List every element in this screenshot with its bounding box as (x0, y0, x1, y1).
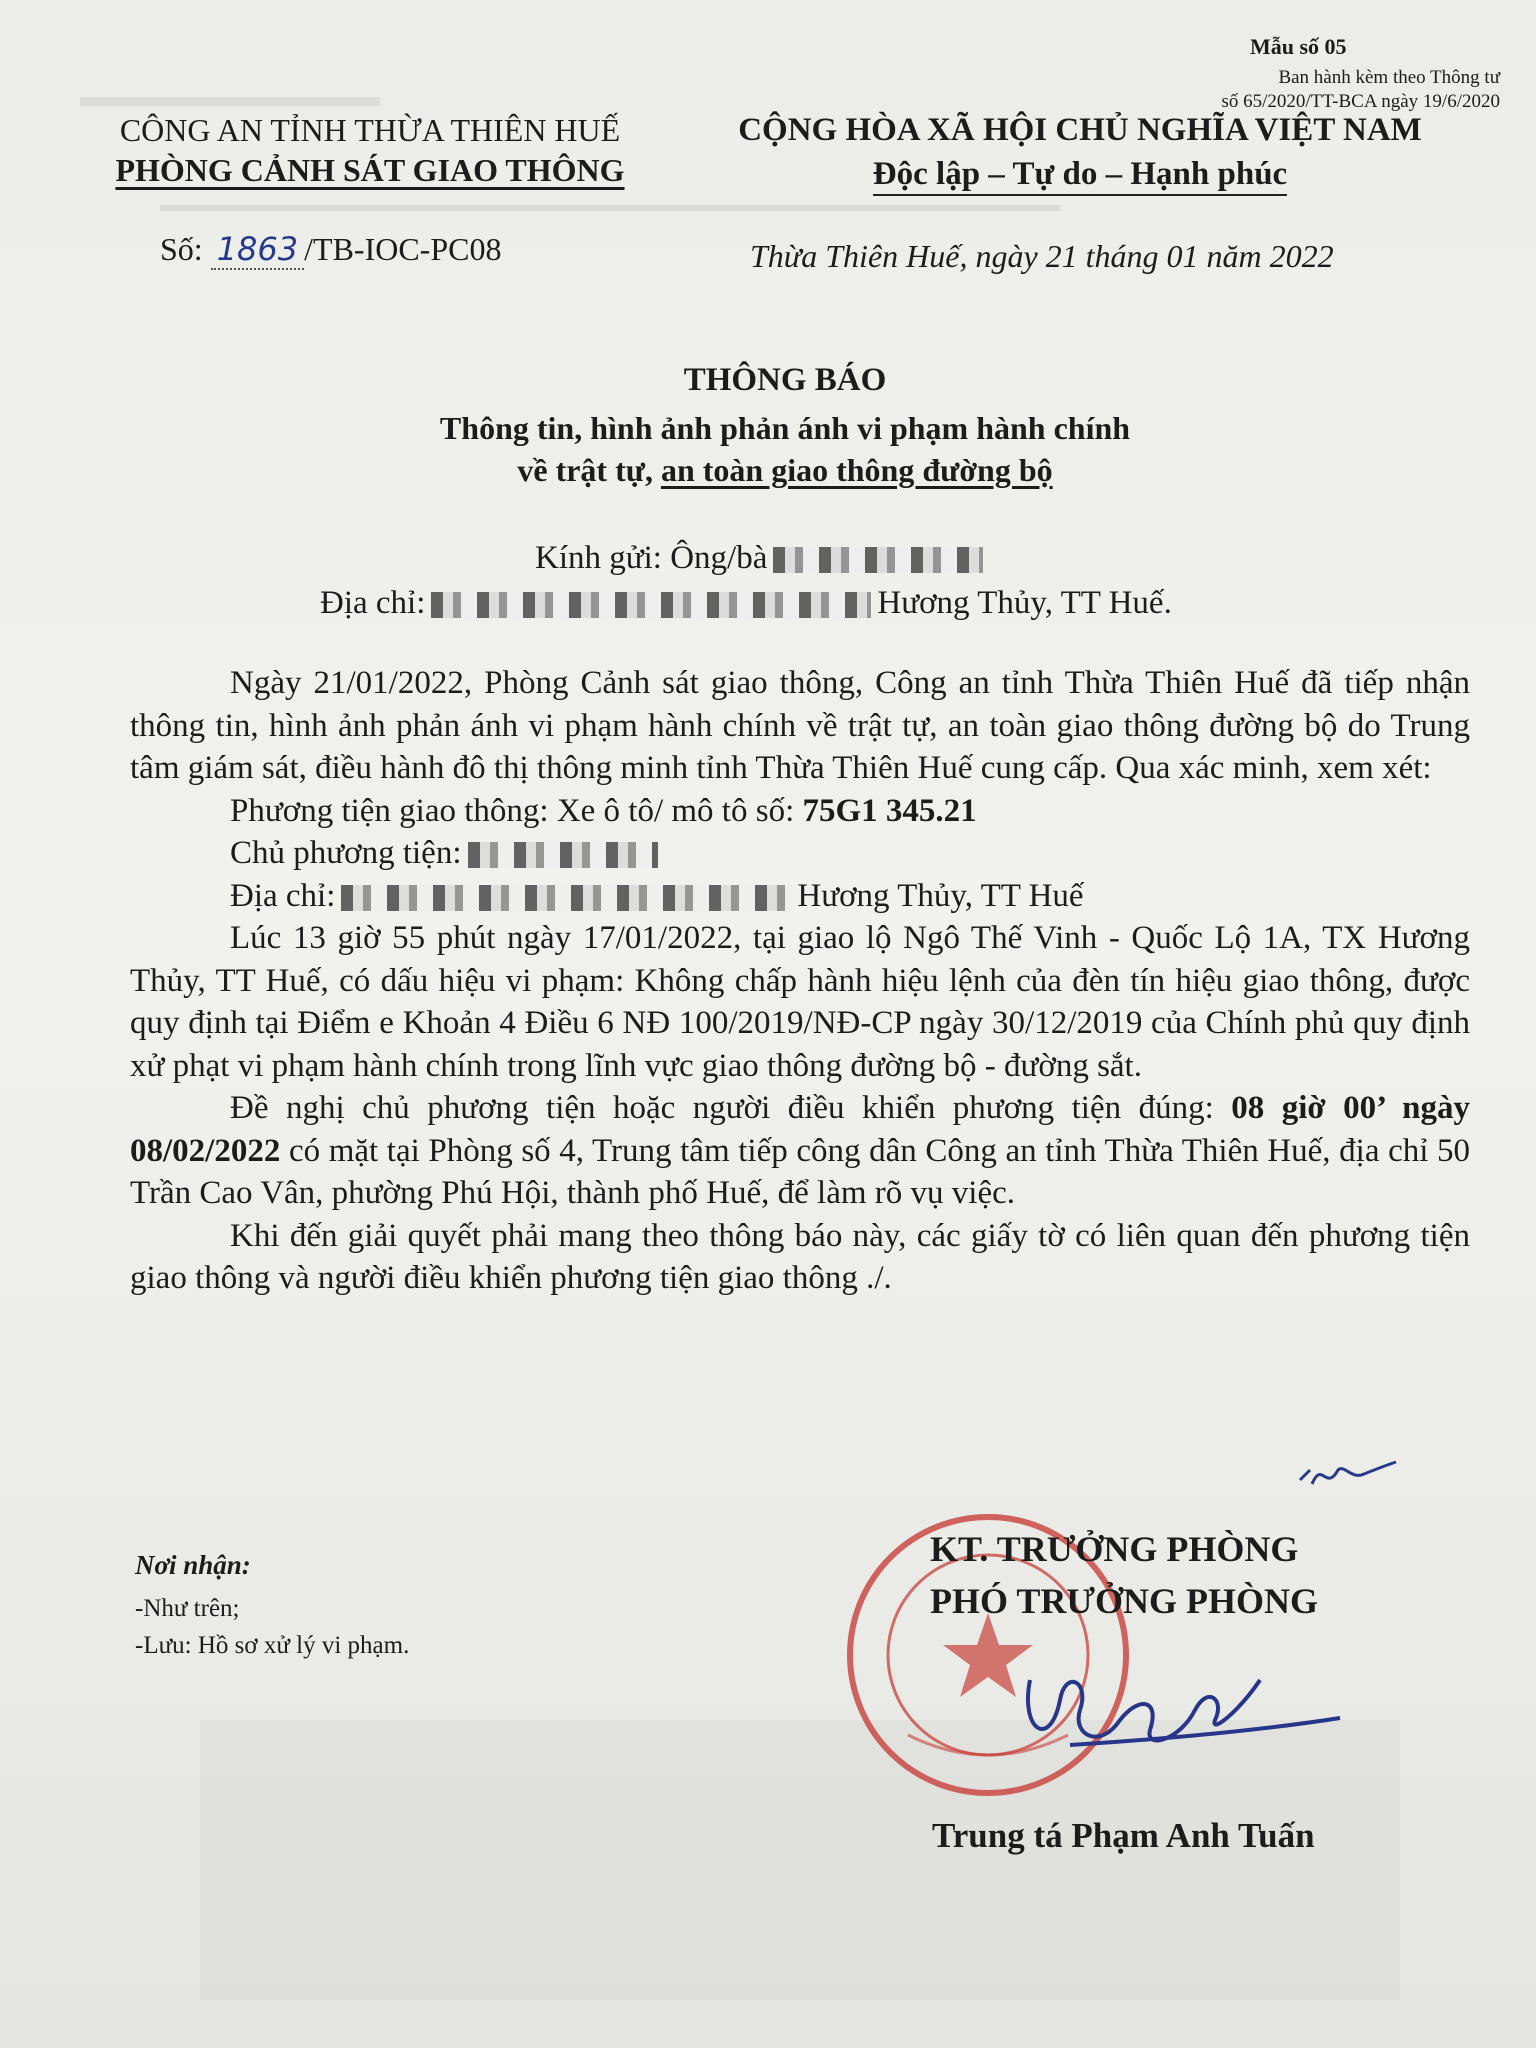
body-paragraph-1: Ngày 21/01/2022, Phòng Cảnh sát giao thông, Công an tỉnh Thừa Thiên Huế đã tiếp nhận thông tin, hình ảnh phản ánh vi phạm hành chính về trật tự, an toàn giao thông đường bộ do Trung tâm giám sát, điều hành đô thị thông minh tỉnh Thừa Thiên Huế cung cấp. Qua xác minh, xem xét: (130, 665, 1470, 786)
owner-line: Chủ phương tiện: (130, 832, 1470, 875)
body-paragraph-violation: Lúc 13 giờ 55 phút ngày 17/01/2022, tại giao lộ Ngô Thế Vinh - Quốc Lộ 1A, TX Hương Thủy, TT Huế, có dấu hiệu vi phạm: Không chấp hành hiệu lệnh của đèn tín hiệu giao thông, được quy định tại Điểm e Khoản 4 Điều 6 NĐ 100/2019/NĐ-CP ngày 30/12/2019 của Chính phủ quy định xử phạt vi phạm hành chính trong lĩnh vực giao thông đường bộ - đường sắt. (130, 920, 1470, 1084)
show-through-line (160, 205, 1060, 211)
document-title: THÔNG BÁO (683, 362, 887, 398)
signer-role: KT. TRƯỞNG PHÒNG (930, 1529, 1299, 1569)
redacted-owner-address (341, 885, 791, 911)
form-number: Mẫu số 05 (1250, 34, 1347, 59)
national-title: CỘNG HÒA XÃ HỘI CHỦ NGHĨA VIỆT NAM (738, 112, 1422, 148)
document-subtitle: Thông tin, hình ảnh phản ánh vi phạm hành chính (439, 410, 1131, 446)
recipients-heading: Nơi nhận: (135, 1550, 251, 1580)
signer-name: Trung tá Phạm Anh Tuấn (932, 1816, 1315, 1855)
handwritten-number: 1863 (211, 230, 304, 270)
department-name: PHÒNG CẢNH SÁT GIAO THÔNG (115, 152, 625, 188)
form-issuance: Ban hành kèm theo Thông tư số 65/2020/TT-BCA ngày 19/6/2020 (1221, 67, 1500, 112)
national-motto: Độc lập – Tự do – Hạnh phúc (680, 156, 1480, 193)
recipient-address: Địa chỉ: Hương Thủy, TT Huế. (320, 585, 1172, 621)
document-number: Số: 1863 /TB-IOC-PC08 (160, 230, 502, 268)
recipient: Kính gửi: Ông/bà (535, 540, 989, 577)
document-subtitle-2: về trật tự, an toàn giao thông đường bộ (517, 452, 1053, 488)
initial-tick-mark (1292, 1440, 1402, 1500)
document-body (130, 662, 1470, 1300)
vehicle-line: Phương tiện giao thông: Xe ô tô/ mô tô số: 75G1 345.21 (230, 792, 977, 829)
handwritten-signature (1010, 1640, 1350, 1770)
redacted-address (431, 592, 871, 618)
agency-name: CÔNG AN TỈNH THỪA THIÊN HUẾ (119, 112, 621, 148)
show-through-text: ▬▬▬▬▬▬▬▬▬▬ (80, 80, 380, 113)
redacted-name (773, 547, 983, 573)
signer-role-2: PHÓ TRƯỞNG PHÒNG (930, 1581, 1319, 1621)
recipient-item: -Như trên; (135, 1595, 240, 1622)
body-paragraph-closing: Khi đến giải quyết phải mang theo thông báo này, các giấy tờ có liên quan đến phương tiện giao thông và người điều khiển phương tiện giao thông ./. (130, 1217, 1470, 1296)
owner-address-line: Địa chỉ: Hương Thủy, TT Huế (230, 877, 1084, 914)
body-paragraph-summons: Đề nghị chủ phương tiện hoặc người điều khiển phương tiện đúng: 08 giờ 00’ ngày 08/02/2022 có mặt tại Phòng số 4, Trung tâm tiếp công dân Công an tỉnh Thừa Thiên Huế, địa chỉ 50 Trần Cao Vân, phường Phú Hội, thành phố Huế, để làm rõ vụ việc. (130, 1090, 1470, 1211)
place-date: Thừa Thiên Huế, ngày 21 tháng 01 năm 2022 (750, 238, 1334, 274)
redacted-owner (468, 842, 658, 868)
recipient-item: -Lưu: Hồ sơ xử lý vi phạm. (135, 1632, 410, 1659)
